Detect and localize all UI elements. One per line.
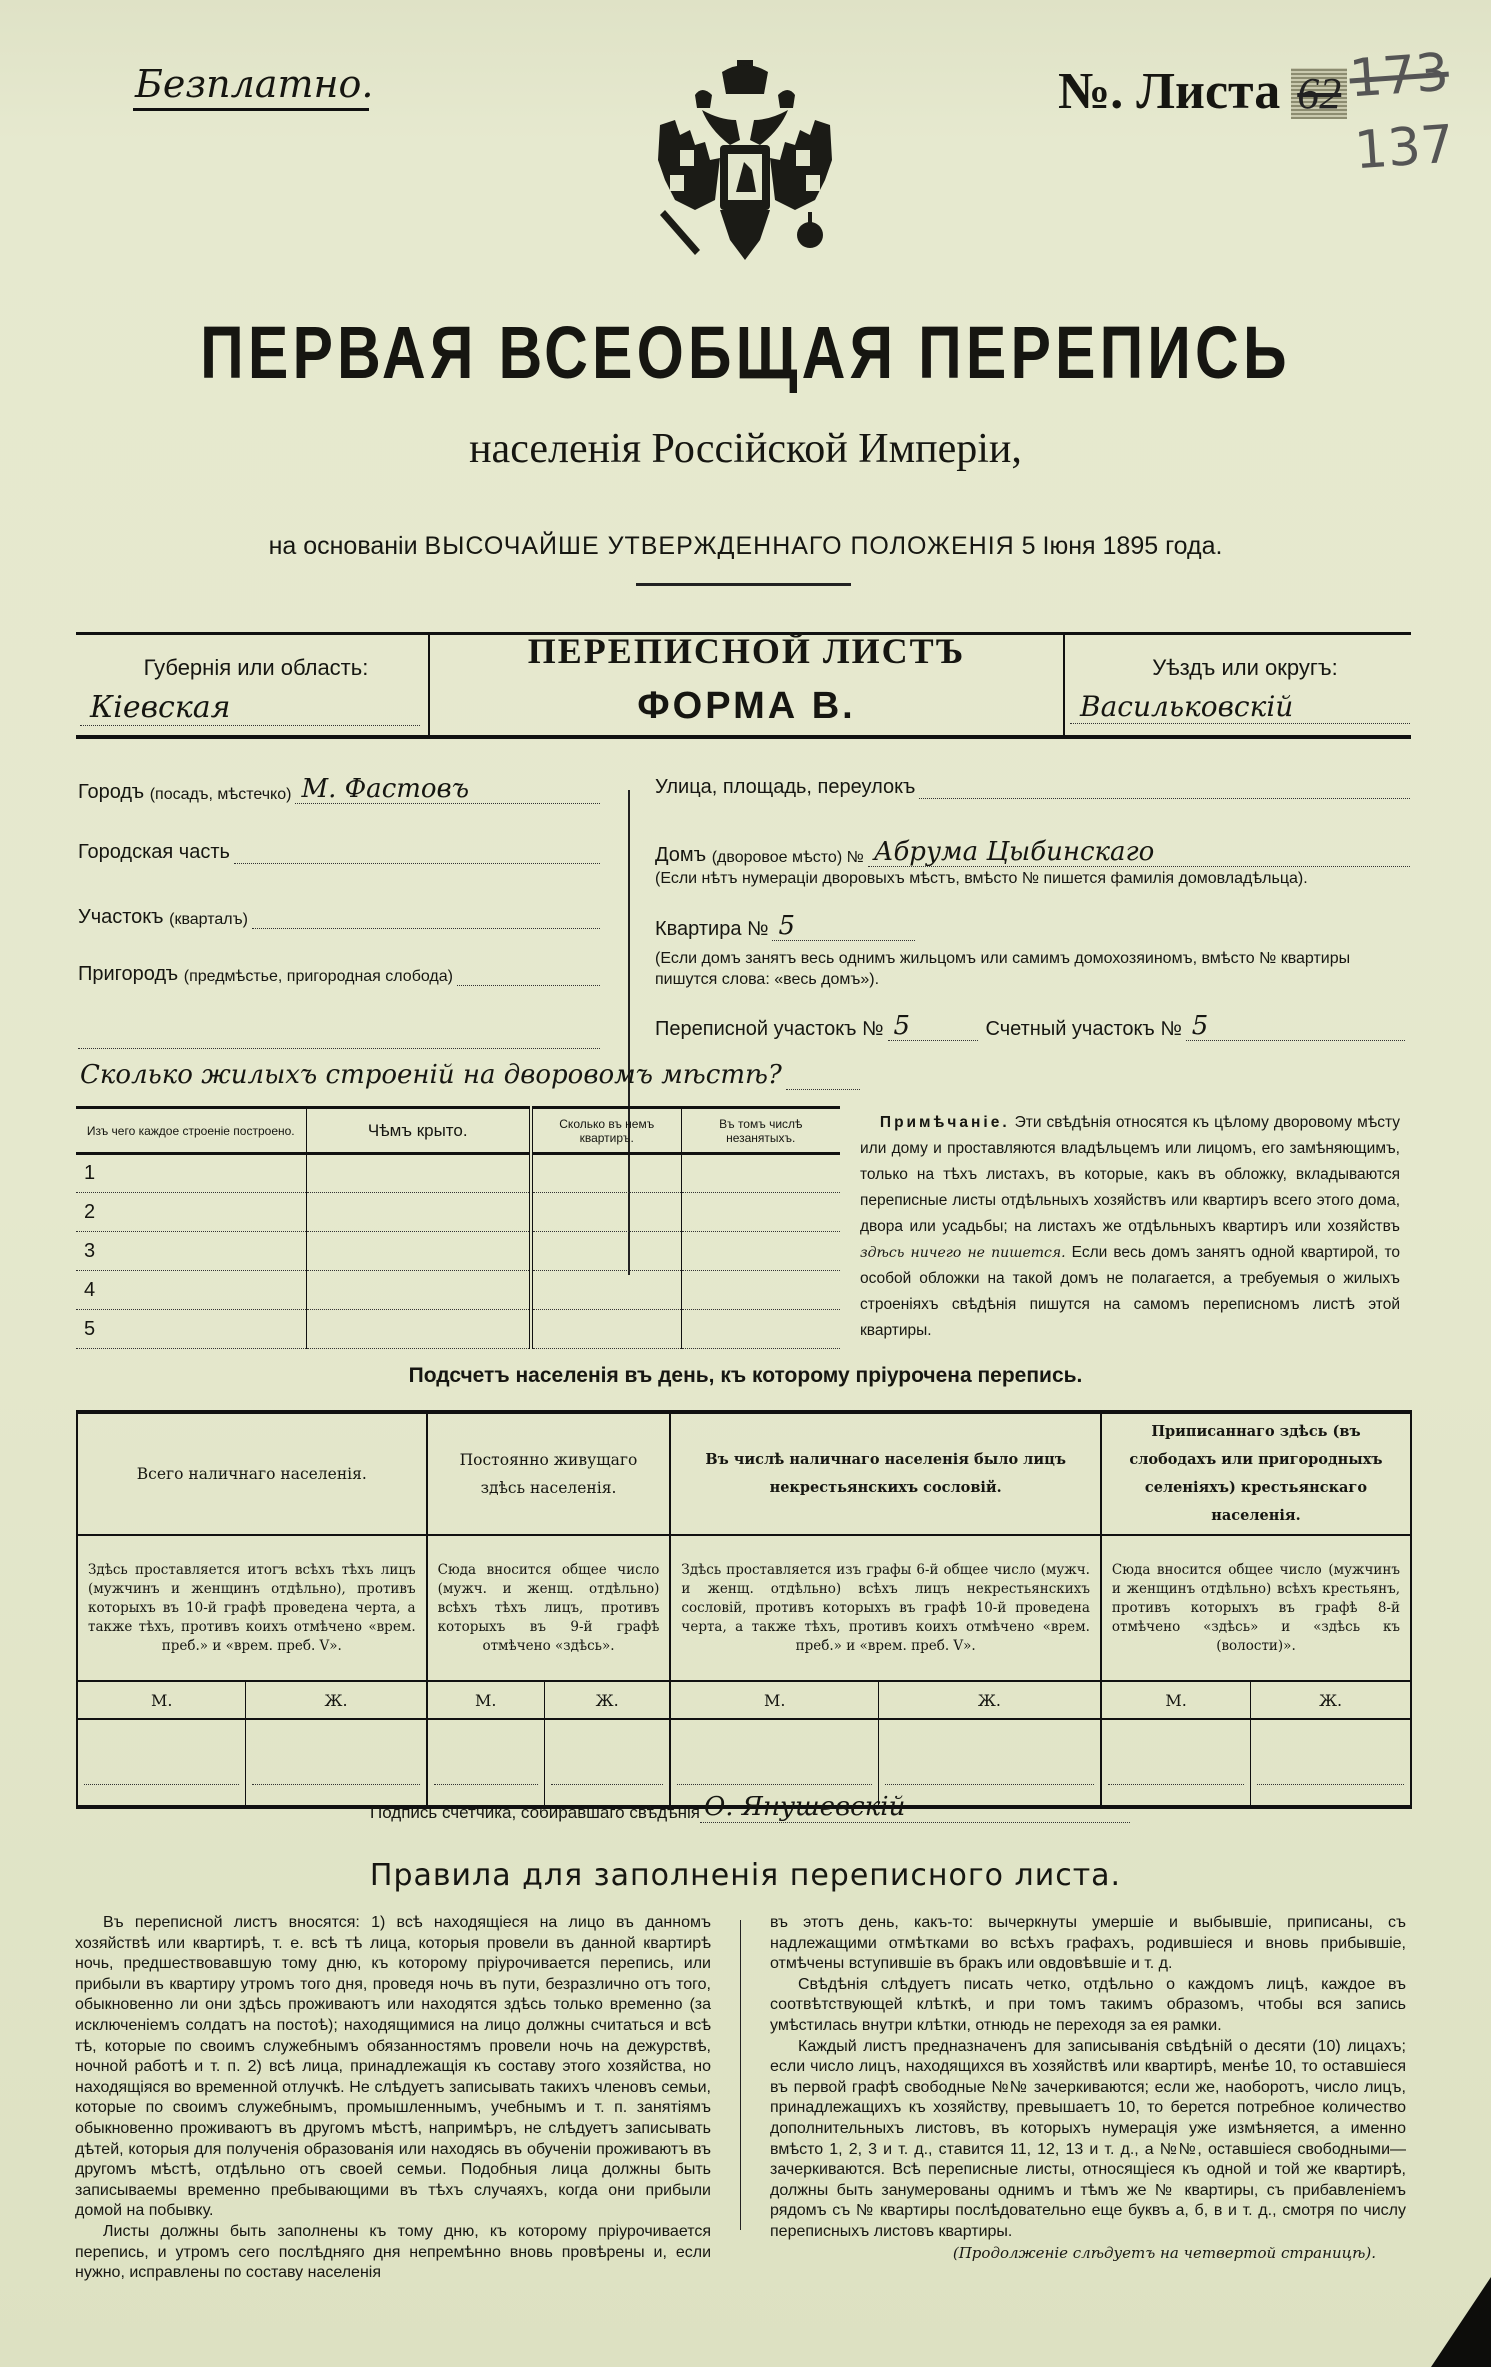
structure-vacant-cell[interactable] bbox=[681, 1232, 840, 1271]
form-subtitle: ФОРМА В. bbox=[637, 685, 856, 727]
census-district-label: Переписной участокъ № bbox=[655, 1018, 884, 1040]
structure-vacant-cell[interactable] bbox=[681, 1193, 840, 1232]
suburb-sublabel: (предмѣстье, пригородная слобода) bbox=[183, 968, 453, 985]
population-count-table bbox=[76, 1410, 1412, 1809]
house-note: (Если нѣтъ нумераціи дворовыхъ мѣстъ, вмѣсто № пишется фамилія домовладѣльца). bbox=[655, 870, 1308, 887]
col-material: Изъ чего каждое строеніе построено. bbox=[76, 1108, 306, 1154]
suburb-extra-field[interactable] bbox=[78, 1025, 600, 1049]
structure-row bbox=[76, 1310, 840, 1349]
counting-district-field[interactable]: 5 bbox=[1186, 1012, 1405, 1041]
form-title: ПЕРЕПИСНОЙ ЛИСТЪ bbox=[527, 631, 966, 671]
house-sublabel: (дворовое мѣсто) № bbox=[711, 849, 864, 866]
group-total-present-desc: Здѣсь проставляется итогъ всѣхъ тѣхъ лицъ (мужчинъ и женщинъ отдѣльно), противъ которыхъ въ 10-й графѣ проведена черта, а также тѣхъ, противъ коихъ отмѣчено «врем. преб.» и «врем. преб. V». bbox=[77, 1535, 427, 1681]
counting-district-label: Счетный участокъ № bbox=[985, 1018, 1182, 1040]
structure-row-number: 3 bbox=[84, 1239, 96, 1262]
city-row bbox=[78, 775, 600, 804]
page-subtitle: населенія Россійской Имперіи, bbox=[469, 426, 1022, 472]
col-vacant: Въ томъ числѣ незанятыхъ. bbox=[681, 1108, 840, 1154]
note-text-b: Если весь домъ занятъ одной квартирой, то особой обложки на такой домъ не полагается, а требуемыя о жилыхъ строеніяхъ свѣдѣнія пишутся на самомъ переписномъ листѣ этой квартиры. bbox=[860, 1244, 1400, 1339]
col-apartments: Сколько въ немъ квартиръ. bbox=[531, 1108, 681, 1154]
count-header-row bbox=[77, 1412, 1411, 1535]
rules-paragraph: въ этотъ день, какъ-то: вычеркнуты умершіе и выбывшіе, приписаны, съ надлежащими отмѣтками во всѣхъ графахъ, родившіеся и вновь прибывшіе, отмѣчены вступившіе въ бракъ или овдовѣвшіе и т. д. bbox=[770, 1914, 1406, 1973]
sheet-number-label: №. Листа bbox=[1058, 63, 1281, 120]
rules-left-column bbox=[75, 1913, 711, 2284]
structure-vacant-cell[interactable] bbox=[681, 1310, 840, 1349]
district-field[interactable] bbox=[252, 905, 600, 929]
districts-row bbox=[655, 1012, 1405, 1041]
total-present-male-field[interactable] bbox=[77, 1719, 246, 1807]
structures-note bbox=[860, 1110, 1400, 1344]
census-district-field[interactable]: 5 bbox=[888, 1012, 978, 1041]
structure-roof-cell[interactable] bbox=[306, 1193, 531, 1232]
district-row bbox=[78, 905, 600, 929]
district-label: Участокъ bbox=[78, 906, 164, 928]
suburb-row bbox=[78, 962, 600, 986]
structures-table bbox=[76, 1106, 840, 1349]
group-peasant-header: Приписаннаго здѣсь (въ слободахъ или пригородныхъ селеніяхъ) крестьянскаго населенія. bbox=[1101, 1412, 1411, 1535]
gender-male-label: М. bbox=[1101, 1681, 1251, 1719]
decree-suffix: 5 Іюня 1895 года. bbox=[1021, 532, 1223, 560]
gubernia-field[interactable]: Кіевская bbox=[80, 690, 420, 726]
gender-female-label: Ж. bbox=[878, 1681, 1100, 1719]
street-label: Улица, площадь, переулокъ bbox=[655, 776, 916, 798]
note-head: Примѣчаніе. bbox=[879, 1114, 1010, 1131]
house-label: Домъ bbox=[655, 844, 707, 866]
structure-vacant-cell[interactable] bbox=[681, 1154, 840, 1193]
note-text-italic: здѣсь ничего не пишется. bbox=[860, 1245, 1066, 1261]
sheet-number bbox=[1058, 62, 1347, 121]
form-header-bottom-rule bbox=[76, 735, 1411, 739]
decree-line bbox=[0, 532, 1491, 561]
city-part-row bbox=[78, 840, 600, 864]
free-label-underline bbox=[133, 108, 369, 111]
structure-row bbox=[76, 1232, 840, 1271]
suburb-field[interactable] bbox=[457, 962, 600, 986]
enumerator-signature-row bbox=[370, 1792, 1130, 1823]
rules-paragraph: Листы должны быть заполнены къ тому дню, къ которому пріурочивается перепись, и утромъ сего послѣдняго дня непремѣнно вновь провѣрены и, если нужно, исправлены по составу населенія bbox=[75, 2222, 711, 2282]
city-part-field[interactable] bbox=[234, 840, 600, 864]
gender-female-label: Ж. bbox=[544, 1681, 670, 1719]
structure-row-number: 1 bbox=[84, 1162, 96, 1184]
house-field[interactable]: Абрума Цыбинскаго bbox=[868, 838, 1410, 867]
group-peasant-desc: Сюда вносится общее число (мужчинъ и женщинъ отдѣльно) всѣхъ крестьянъ, противъ которыхъ въ графѣ 8-й отмѣчено «здѣсь» и «здѣсь къ (волости)». bbox=[1101, 1535, 1411, 1681]
gender-male-label: М. bbox=[77, 1681, 246, 1719]
peasant-female-field[interactable] bbox=[1251, 1719, 1411, 1807]
structure-apartments-cell[interactable] bbox=[531, 1271, 681, 1310]
structure-apartments-cell[interactable] bbox=[531, 1154, 681, 1193]
rules-right-column bbox=[770, 1913, 1406, 2263]
apartment-field[interactable]: 5 bbox=[772, 912, 915, 941]
count-gender-row bbox=[77, 1681, 1411, 1719]
decree-caps: ВЫСОЧАЙШЕ УТВЕРЖДЕННАГО ПОЛОЖЕНІЯ bbox=[424, 532, 1015, 560]
archive-mark-new: 137 bbox=[1352, 114, 1456, 182]
city-field[interactable]: М. Фастовъ bbox=[295, 775, 600, 804]
group-permanent-header: Постоянно живущаго здѣсь населенія. bbox=[427, 1412, 671, 1535]
city-sublabel: (посадъ, мѣстечко) bbox=[149, 786, 292, 803]
gender-female-label: Ж. bbox=[1251, 1681, 1411, 1719]
count-desc-row bbox=[77, 1535, 1411, 1681]
rules-title: Правила для заполненія переписного листа. bbox=[369, 1858, 1122, 1893]
structures-question-text: Сколько жилыхъ строеній на дворовомъ мѣстѣ? bbox=[80, 1060, 782, 1090]
signature-field[interactable]: О. Янушевскій bbox=[700, 1792, 1130, 1823]
apartment-note: (Если домъ занятъ весь однимъ жильцомъ или самимъ домохозяиномъ, вмѣсто № квартиры пишутся слова: «весь домъ»). bbox=[655, 950, 1351, 988]
structure-apartments-cell[interactable] bbox=[531, 1232, 681, 1271]
rules-column-divider bbox=[740, 1920, 741, 2230]
rules-paragraph: Свѣдѣнія слѣдуетъ писать четко, отдѣльно о каждомъ лицѣ, каждое въ соотвѣтствующей клѣткѣ, и при томъ такимъ образомъ, чтобы вся запись умѣстилась внутри клѣтки, отнюдь не переходя за ея рамки. bbox=[770, 1975, 1406, 2034]
structure-material-cell[interactable] bbox=[76, 1232, 306, 1271]
population-count-title: Подсчетъ населенія въ день, къ которому пріурочена перепись. bbox=[408, 1364, 1083, 1387]
group-non-peasant-desc: Здѣсь проставляется изъ графы 6-й общее число (мужч. и женщ. отдѣльно) всѣхъ лицъ некрестьянскихъ сословій, противъ которыхъ въ графѣ 10-й проведена черта, а также тѣхъ, противъ коихъ отмѣчено «врем. преб.» и «врем. преб. V». bbox=[670, 1535, 1101, 1681]
group-total-present-header: Всего наличнаго населенія. bbox=[77, 1412, 427, 1535]
structure-material-cell[interactable] bbox=[76, 1154, 306, 1193]
archive-pencil-marks bbox=[1347, 37, 1456, 188]
sheet-number-value: 62 bbox=[1291, 68, 1347, 119]
structure-material-cell[interactable] bbox=[76, 1193, 306, 1232]
gender-female-label: Ж. bbox=[246, 1681, 427, 1719]
structure-roof-cell[interactable] bbox=[306, 1154, 531, 1193]
structure-roof-cell[interactable] bbox=[306, 1271, 531, 1310]
col-roof: Чѣмъ крыто. bbox=[306, 1108, 531, 1154]
structure-row bbox=[76, 1193, 840, 1232]
scan-corner-shadow bbox=[1431, 2277, 1491, 2367]
apartment-label: Квартира № bbox=[655, 918, 769, 940]
structure-row-number: 5 bbox=[84, 1317, 96, 1340]
structure-vacant-cell[interactable] bbox=[681, 1271, 840, 1310]
rules-paragraph: Въ переписной листъ вносятся: 1) всѣ находящіеся на лицо въ данномъ хозяйствѣ или квартирѣ, т. е. всѣ тѣ лица, которыя провели въ данной квартирѣ ночь, предшествовавшую тому дню, къ которому пріурочивается перепись, или прибыли въ квартиру утромъ того дня, проведя ночь въ пути, безразлично отъ того, обыкновенно ли они здѣсь проживаютъ или находятся здѣсь только временно (за исключеніемъ солдатъ на постоѣ); находящимися на лицо должны считаться и всѣ тѣ, которые по своимъ служебнымъ обязанностямъ провели ночь на дежурствѣ, ночной работѣ и т. п. 2) всѣ лица, принадлежащія къ составу этого хозяйства, но находящіяся во временной отлучкѣ. Не слѣдуетъ записывать такихъ членовъ семьи, которые по своимъ служебнымъ, промышленнымъ, учебнымъ и т. п. занятіямъ обыкновенно проживаютъ въ другомъ мѣстѣ, напримѣръ, не слѣдуетъ записывать дѣтей, которыя для полученія образованія или находясь въ обученіи проживаютъ въ другомъ мѣстѣ, отдѣльно отъ своей семьи. Подобныя лица должны быть записываемы временно пребывающими въ тѣхъ случаяхъ, когда они прибыли домой на побывку. bbox=[75, 1914, 711, 2220]
group-permanent-desc: Сюда вносится общее число (мужч. и женщ. отдѣльно) всѣхъ тѣхъ лицъ, противъ которыхъ въ 9-й графѣ отмѣчено «здѣсь». bbox=[427, 1535, 671, 1681]
suburb-label: Пригородъ bbox=[78, 963, 179, 985]
gubernia-label: Губернія или область: bbox=[143, 655, 369, 680]
imperial-eagle-emblem-icon bbox=[640, 50, 850, 270]
group-non-peasant-header: Въ числѣ наличнаго населенія было лицъ некрестьянскихъ сословій. bbox=[670, 1412, 1101, 1535]
structure-material-cell[interactable] bbox=[76, 1271, 306, 1310]
form-header-divider-right bbox=[1063, 632, 1065, 738]
structure-row bbox=[76, 1271, 840, 1310]
city-part-label: Городская часть bbox=[78, 841, 230, 863]
structure-row-number: 2 bbox=[84, 1200, 96, 1223]
signature-label: Подпись счетчика, собиравшаго свѣдѣнія bbox=[370, 1803, 700, 1822]
street-field[interactable] bbox=[919, 775, 1410, 799]
structure-apartments-cell[interactable] bbox=[531, 1310, 681, 1349]
uezd-label: Уѣздъ или округъ: bbox=[1152, 655, 1338, 680]
rules-continued-note: (Продолженіе слѣдуетъ на четвертой страницѣ). bbox=[952, 2243, 1376, 2262]
structure-apartments-cell[interactable] bbox=[531, 1193, 681, 1232]
gender-male-label: М. bbox=[427, 1681, 545, 1719]
structures-header-row bbox=[76, 1108, 840, 1154]
title-divider bbox=[636, 583, 851, 586]
structures-question bbox=[80, 1060, 860, 1090]
structure-material-cell[interactable] bbox=[76, 1310, 306, 1349]
district-sublabel: (кварталъ) bbox=[169, 911, 248, 928]
city-label: Городъ bbox=[78, 781, 145, 803]
house-row bbox=[655, 838, 1410, 867]
rules-paragraph: Каждый листъ предназначенъ для записыванія свѣдѣній о десяти (10) лицахъ; если число лицъ, находящихся въ хозяйствѣ или квартирѣ, менѣе 10, то оставшіеся въ первой графѣ свободные №№ зачеркиваются; если же, наоборотъ, число лицъ, принадлежащихъ къ хозяйству, превышаетъ 10, то берется потребное количество дополнительныхъ листовъ, въ которыхъ нумерація уже измѣняется, а именно вмѣсто 1, 2, 3 и т. д., ставится 11, 12, 13 и т. д., а №№, оставшіеся свободными—зачеркиваются. Всѣ переписные листы, относящіеся къ одной и той же квартирѣ, должны быть занумерованы однимъ и тѣмъ же № квартиры, съ прибавленіемъ рядомъ съ № квартиры послѣдовательно еще буквъ а, б, в и т. д., смотря по числу переписныхъ листовъ квартиры. bbox=[770, 2037, 1406, 2240]
uezd-field[interactable]: Васильковскій bbox=[1070, 690, 1410, 724]
note-text-a: Эти свѣдѣнія относятся къ цѣлому дворовому мѣсту или дому и проставляются владѣльцемъ или лицомъ, его замѣняющимъ, только на тѣхъ листахъ, въ которые, какъ въ обложку, вкладываются переписные листы отдѣльныхъ хозяйствъ или квартиръ всего этого дома, двора или усадьбы; на листахъ же отдѣльныхъ квартиръ или хозяйствъ bbox=[860, 1114, 1400, 1235]
structures-count-field[interactable] bbox=[786, 1060, 860, 1090]
structure-row-number: 4 bbox=[84, 1278, 96, 1301]
street-row bbox=[655, 775, 1410, 799]
structure-row bbox=[76, 1154, 840, 1193]
archive-mark-old: 173 bbox=[1347, 42, 1451, 110]
free-of-charge-label: Безплатно. bbox=[135, 62, 374, 106]
structure-roof-cell[interactable] bbox=[306, 1232, 531, 1271]
page-title: ПЕРВАЯ ВСЕОБЩАЯ ПЕРЕПИСЬ bbox=[200, 311, 1291, 394]
decree-prefix: на основаніи bbox=[268, 532, 418, 560]
apartment-row bbox=[655, 912, 915, 941]
structure-roof-cell[interactable] bbox=[306, 1310, 531, 1349]
gender-male-label: М. bbox=[670, 1681, 878, 1719]
suburb-extra-row bbox=[78, 1025, 600, 1049]
